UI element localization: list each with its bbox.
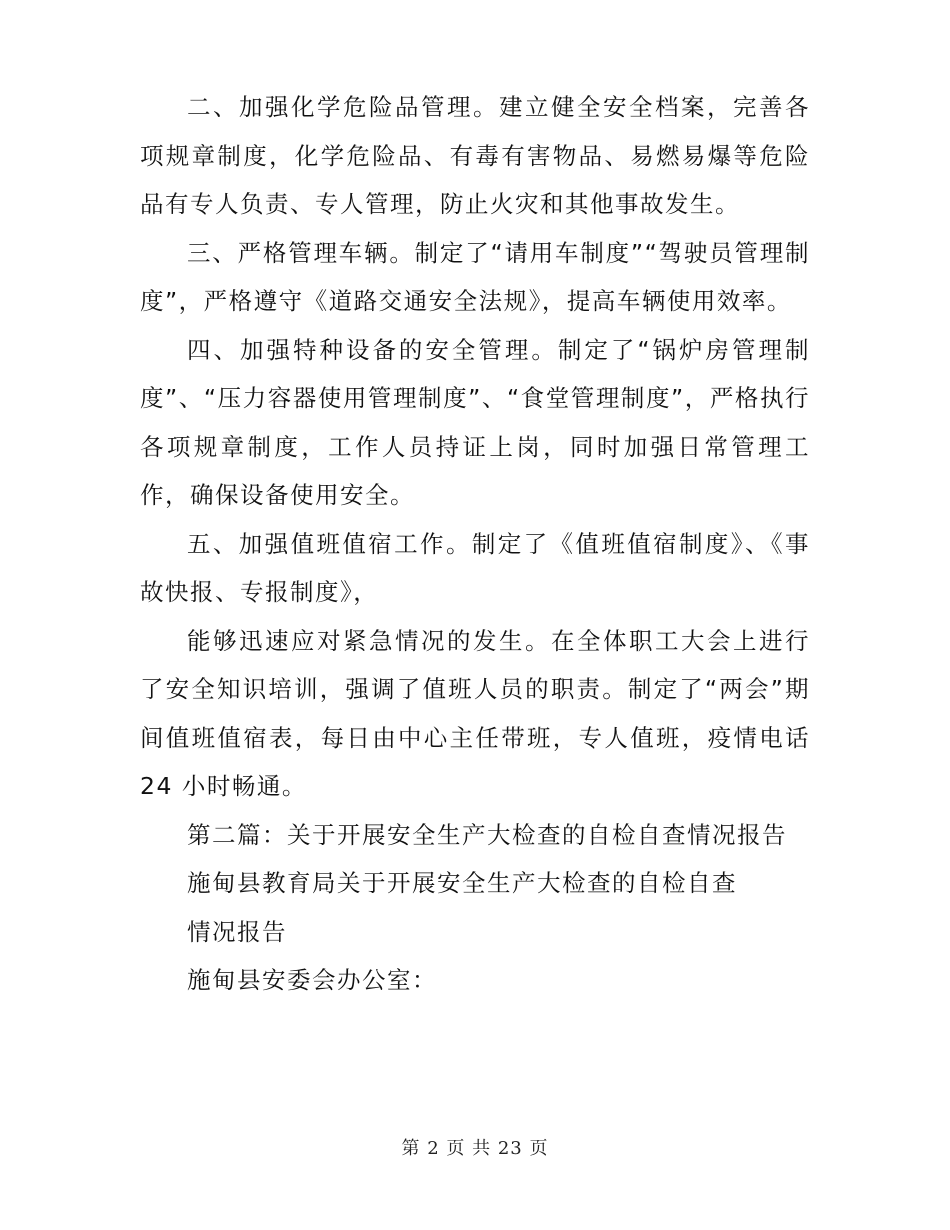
document-body: [140, 83, 810, 1005]
section-title-second-part: 第二篇：关于开展安全生产大检查的自检自查情况报告: [187, 820, 787, 849]
paragraph-special-equipment: 四、加强特种设备的安全管理。制定了“锅炉房管理制度”、“压力容器使用管理制度”、“食堂管理制度”，严格执行各项规章制度，工作人员持证上岗，同时加强日常管理工作，确保设备使用安全。: [140, 335, 810, 509]
report-title-line-1: 施甸县教育局关于开展安全生产大检查的自检自查: [187, 869, 737, 897]
report-title-line-2: 情况报告: [187, 917, 287, 946]
addressee: 施甸县安委会办公室：: [187, 966, 437, 994]
page-footer: 第 2 页 共 23 页: [401, 1138, 549, 1159]
paragraph-vehicle-management: 三、严格管理车辆。制定了“请用车制度”“驾驶员管理制度”，严格遵守《道路交通安全法规》，提高车辆使用效率。: [140, 238, 810, 315]
paragraph-emergency-response: 能够迅速应对紧急情况的发生。在全体职工大会上进行了安全知识培训，强调了值班人员的职责。制定了“两会”期间值班值宿表，每日由中心主任带班，专人值班，疫情电话 24 小时畅通。: [140, 626, 810, 800]
paragraph-duty-work: 五、加强值班值宿工作。制定了《值班值宿制度》、《事故快报、专报制度》，: [140, 529, 810, 606]
paragraph-chemical-management: 二、加强化学危险品管理。建立健全安全档案，完善各项规章制度，化学危险品、有毒有害物品、易燃易爆等危险品有专人负责、专人管理，防止火灾和其他事故发生。: [140, 93, 810, 218]
